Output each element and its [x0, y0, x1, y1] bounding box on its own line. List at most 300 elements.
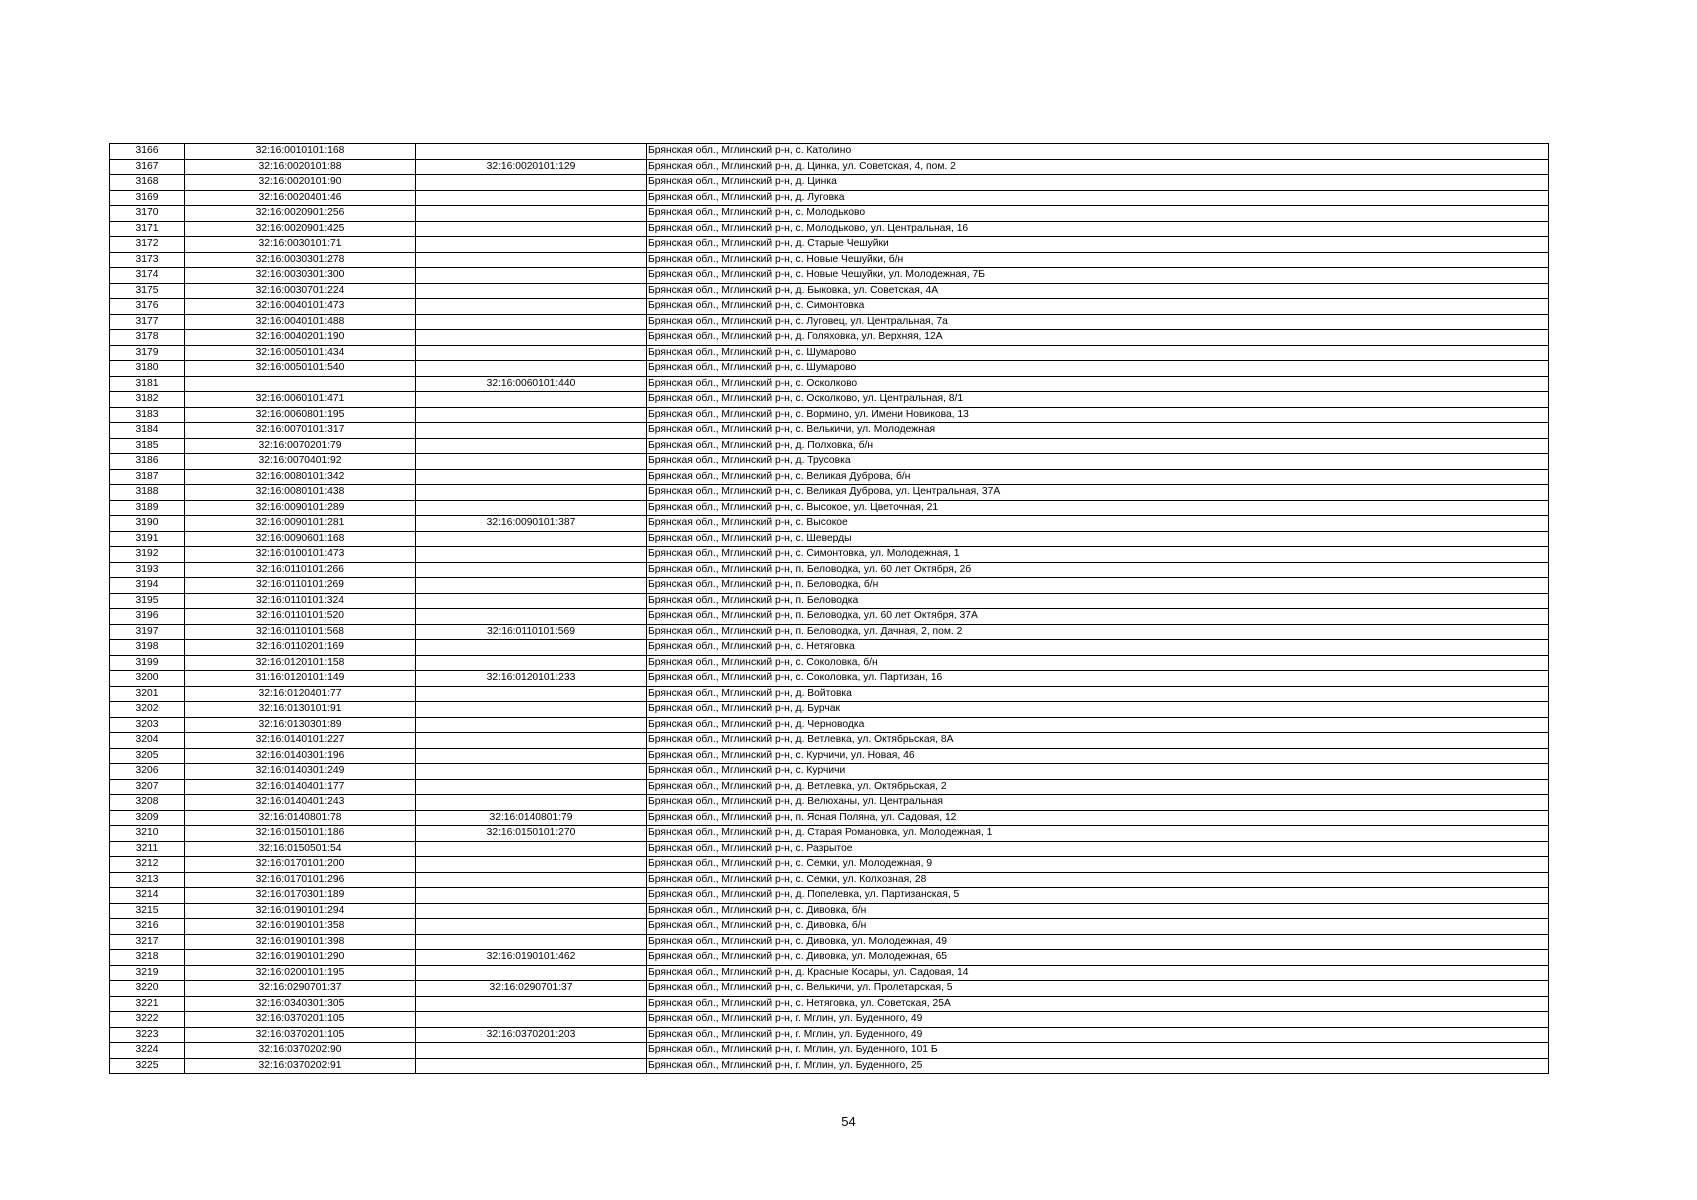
- cadastral-number-cell: 32:16:0120101:158: [185, 655, 416, 671]
- table-row: [110, 810, 1549, 826]
- cadastral-number-cell: 32:16:0100101:473: [185, 547, 416, 563]
- table-row: [110, 733, 1549, 749]
- table-row: [110, 1043, 1549, 1059]
- cadastral-number-cell: 32:16:0060101:471: [185, 392, 416, 408]
- row-number-cell: 3194: [110, 578, 185, 594]
- address-cell: Брянская обл., Мглинский р-н, с. Молодьково: [647, 206, 1549, 222]
- address-cell: Брянская обл., Мглинский р-н, с. Осколково: [647, 376, 1549, 392]
- related-cadastral-number-cell: [416, 330, 647, 346]
- table-row: [110, 144, 1549, 160]
- related-cadastral-number-cell: [416, 268, 647, 284]
- address-cell: Брянская обл., Мглинский р-н, с. Католино: [647, 144, 1549, 160]
- address-cell: Брянская обл., Мглинский р-н, с. Разрытое: [647, 841, 1549, 857]
- address-cell: Брянская обл., Мглинский р-н, п. Беловодка, ул. 60 лет Октября, 37А: [647, 609, 1549, 625]
- related-cadastral-number-cell: [416, 764, 647, 780]
- address-cell: Брянская обл., Мглинский р-н, с. Шеверды: [647, 531, 1549, 547]
- cadastral-number-cell: 32:16:0030301:278: [185, 252, 416, 268]
- address-cell: Брянская обл., Мглинский р-н, с. Дивовка, б/н: [647, 919, 1549, 935]
- related-cadastral-number-cell: [416, 237, 647, 253]
- address-cell: Брянская обл., Мглинский р-н, г. Мглин, ул. Буденного, 49: [647, 1012, 1549, 1028]
- cadastral-number-cell: 32:16:0110101:324: [185, 593, 416, 609]
- row-number-cell: 3193: [110, 562, 185, 578]
- row-number-cell: 3186: [110, 454, 185, 470]
- address-cell: Брянская обл., Мглинский р-н, д. Старая Романовка, ул. Молодежная, 1: [647, 826, 1549, 842]
- related-cadastral-number-cell: [416, 686, 647, 702]
- row-number-cell: 3222: [110, 1012, 185, 1028]
- cadastral-number-cell: 32:16:0150501:54: [185, 841, 416, 857]
- table-row: [110, 1012, 1549, 1028]
- row-number-cell: 3208: [110, 795, 185, 811]
- cadastral-number-cell: 32:16:0070401:92: [185, 454, 416, 470]
- related-cadastral-number-cell: [416, 609, 647, 625]
- cadastral-number-cell: 32:16:0090601:168: [185, 531, 416, 547]
- cadastral-number-cell: 32:16:0050101:540: [185, 361, 416, 377]
- table-row: [110, 268, 1549, 284]
- address-cell: Брянская обл., Мглинский р-н, с. Молодьково, ул. Центральная, 16: [647, 221, 1549, 237]
- cadastral-number-cell: 32:16:0020901:256: [185, 206, 416, 222]
- address-cell: Брянская обл., Мглинский р-н, д. Быковка, ул. Советская, 4А: [647, 283, 1549, 299]
- cadastral-number-cell: 32:16:0190101:294: [185, 903, 416, 919]
- related-cadastral-number-cell: [416, 888, 647, 904]
- table-row: [110, 671, 1549, 687]
- row-number-cell: 3169: [110, 190, 185, 206]
- related-cadastral-number-cell: [416, 500, 647, 516]
- address-cell: Брянская обл., Мглинский р-н, г. Мглин, ул. Буденного, 101 Б: [647, 1043, 1549, 1059]
- table-row: [110, 159, 1549, 175]
- related-cadastral-number-cell: [416, 469, 647, 485]
- address-cell: Брянская обл., Мглинский р-н, с. Шумарово: [647, 345, 1549, 361]
- cadastral-number-cell: 32:16:0060801:195: [185, 407, 416, 423]
- cadastral-number-cell: 31:16:0120101:149: [185, 671, 416, 687]
- table-row: [110, 175, 1549, 191]
- address-cell: Брянская обл., Мглинский р-н, п. Ясная Поляна, ул. Садовая, 12: [647, 810, 1549, 826]
- row-number-cell: 3204: [110, 733, 185, 749]
- cadastral-number-cell: 32:16:0370201:105: [185, 1012, 416, 1028]
- related-cadastral-number-cell: [416, 1043, 647, 1059]
- address-cell: Брянская обл., Мглинский р-н, п. Беловодка, ул. 60 лет Октября, 2б: [647, 562, 1549, 578]
- cadastral-number-cell: 32:16:0080101:342: [185, 469, 416, 485]
- address-cell: Брянская обл., Мглинский р-н, с. Соколовка, б/н: [647, 655, 1549, 671]
- row-number-cell: 3224: [110, 1043, 185, 1059]
- cadastral-number-cell: 32:16:0110101:568: [185, 624, 416, 640]
- cadastral-number-cell: [185, 376, 416, 392]
- address-cell: Брянская обл., Мглинский р-н, с. Высокое: [647, 516, 1549, 532]
- cadastral-number-cell: 32:16:0070101:317: [185, 423, 416, 439]
- related-cadastral-number-cell: [416, 175, 647, 191]
- address-cell: Брянская обл., Мглинский р-н, д. Красные Косары, ул. Садовая, 14: [647, 965, 1549, 981]
- related-cadastral-number-cell: [416, 407, 647, 423]
- table-row: [110, 190, 1549, 206]
- table-row: [110, 609, 1549, 625]
- address-cell: Брянская обл., Мглинский р-н, с. Нетяговка, ул. Советская, 25А: [647, 996, 1549, 1012]
- cadastral-number-cell: 32:16:0110101:520: [185, 609, 416, 625]
- address-cell: Брянская обл., Мглинский р-н, с. Дивовка, б/н: [647, 903, 1549, 919]
- row-number-cell: 3180: [110, 361, 185, 377]
- related-cadastral-number-cell: [416, 361, 647, 377]
- table-row: [110, 407, 1549, 423]
- cadastral-number-cell: 32:16:0120401:77: [185, 686, 416, 702]
- table-row: [110, 469, 1549, 485]
- address-cell: Брянская обл., Мглинский р-н, д. Луговка: [647, 190, 1549, 206]
- row-number-cell: 3174: [110, 268, 185, 284]
- address-cell: Брянская обл., Мглинский р-н, с. Шумарово: [647, 361, 1549, 377]
- related-cadastral-number-cell: [416, 1058, 647, 1074]
- address-cell: Брянская обл., Мглинский р-н, с. Семки, ул. Молодежная, 9: [647, 857, 1549, 873]
- row-number-cell: 3199: [110, 655, 185, 671]
- cadastral-number-cell: 32:16:0040101:473: [185, 299, 416, 315]
- address-cell: Брянская обл., Мглинский р-н, с. Соколовка, ул. Партизан, 16: [647, 671, 1549, 687]
- cadastral-number-cell: 32:16:0370202:91: [185, 1058, 416, 1074]
- cadastral-number-cell: 32:16:0140401:177: [185, 779, 416, 795]
- related-cadastral-number-cell: [416, 547, 647, 563]
- related-cadastral-number-cell: [416, 857, 647, 873]
- row-number-cell: 3216: [110, 919, 185, 935]
- table-row: [110, 872, 1549, 888]
- table-row: [110, 640, 1549, 656]
- cadastral-number-cell: 32:16:0030101:71: [185, 237, 416, 253]
- row-number-cell: 3219: [110, 965, 185, 981]
- cadastral-number-cell: 32:16:0010101:168: [185, 144, 416, 160]
- related-cadastral-number-cell: [416, 717, 647, 733]
- row-number-cell: 3166: [110, 144, 185, 160]
- row-number-cell: 3175: [110, 283, 185, 299]
- table-row: [110, 826, 1549, 842]
- address-cell: Брянская обл., Мглинский р-н, г. Мглин, ул. Буденного, 25: [647, 1058, 1549, 1074]
- address-cell: Брянская обл., Мглинский р-н, г. Мглин, ул. Буденного, 49: [647, 1027, 1549, 1043]
- table-row: [110, 423, 1549, 439]
- related-cadastral-number-cell: [416, 919, 647, 935]
- address-cell: Брянская обл., Мглинский р-н, с. Дивовка, ул. Молодежная, 49: [647, 934, 1549, 950]
- row-number-cell: 3187: [110, 469, 185, 485]
- cadastral-number-cell: 32:16:0110101:269: [185, 578, 416, 594]
- related-cadastral-number-cell: [416, 872, 647, 888]
- address-cell: Брянская обл., Мглинский р-н, д. Цинка, ул. Советская, 4, пом. 2: [647, 159, 1549, 175]
- address-cell: Брянская обл., Мглинский р-н, с. Курчичи, ул. Новая, 46: [647, 748, 1549, 764]
- row-number-cell: 3188: [110, 485, 185, 501]
- row-number-cell: 3181: [110, 376, 185, 392]
- address-cell: Брянская обл., Мглинский р-н, д. Трусовка: [647, 454, 1549, 470]
- cadastral-number-cell: 32:16:0110101:266: [185, 562, 416, 578]
- address-cell: Брянская обл., Мглинский р-н, д. Ветлевка, ул. Октябрьская, 2: [647, 779, 1549, 795]
- row-number-cell: 3198: [110, 640, 185, 656]
- row-number-cell: 3225: [110, 1058, 185, 1074]
- address-cell: Брянская обл., Мглинский р-н, с. Осколково, ул. Центральная, 8/1: [647, 392, 1549, 408]
- address-cell: Брянская обл., Мглинский р-н, с. Курчичи: [647, 764, 1549, 780]
- row-number-cell: 3191: [110, 531, 185, 547]
- cadastral-number-cell: 32:16:0170301:189: [185, 888, 416, 904]
- related-cadastral-number-cell: [416, 299, 647, 315]
- address-cell: Брянская обл., Мглинский р-н, с. Высокое, ул. Цветочная, 21: [647, 500, 1549, 516]
- address-cell: Брянская обл., Мглинский р-н, с. Новые Чешуйки, ул. Молодежная, 7Б: [647, 268, 1549, 284]
- table-row: [110, 717, 1549, 733]
- registry-table: [109, 143, 1549, 1074]
- row-number-cell: 3214: [110, 888, 185, 904]
- cadastral-number-cell: 32:16:0200101:195: [185, 965, 416, 981]
- related-cadastral-number-cell: [416, 531, 647, 547]
- row-number-cell: 3183: [110, 407, 185, 423]
- related-cadastral-number-cell: [416, 423, 647, 439]
- table-row: [110, 438, 1549, 454]
- address-cell: Брянская обл., Мглинский р-н, с. Луговец, ул. Центральная, 7а: [647, 314, 1549, 330]
- related-cadastral-number-cell: 32:16:0060101:440: [416, 376, 647, 392]
- address-cell: Брянская обл., Мглинский р-н, п. Беловодка, б/н: [647, 578, 1549, 594]
- row-number-cell: 3213: [110, 872, 185, 888]
- related-cadastral-number-cell: [416, 345, 647, 361]
- address-cell: Брянская обл., Мглинский р-н, с. Великая Дуброва, б/н: [647, 469, 1549, 485]
- table-row: [110, 314, 1549, 330]
- address-cell: Брянская обл., Мглинский р-н, с. Симонтовка, ул. Молодежная, 1: [647, 547, 1549, 563]
- related-cadastral-number-cell: [416, 190, 647, 206]
- related-cadastral-number-cell: [416, 221, 647, 237]
- cadastral-number-cell: 32:16:0340301:305: [185, 996, 416, 1012]
- table-row: [110, 1027, 1549, 1043]
- related-cadastral-number-cell: [416, 934, 647, 950]
- row-number-cell: 3205: [110, 748, 185, 764]
- row-number-cell: 3202: [110, 702, 185, 718]
- cadastral-number-cell: 32:16:0170101:200: [185, 857, 416, 873]
- address-cell: Брянская обл., Мглинский р-н, с. Семки, ул. Колхозная, 28: [647, 872, 1549, 888]
- related-cadastral-number-cell: [416, 438, 647, 454]
- row-number-cell: 3185: [110, 438, 185, 454]
- address-cell: Брянская обл., Мглинский р-н, п. Беловодка: [647, 593, 1549, 609]
- related-cadastral-number-cell: [416, 593, 647, 609]
- cadastral-number-cell: 32:16:0190101:358: [185, 919, 416, 935]
- cadastral-number-cell: 32:16:0150101:186: [185, 826, 416, 842]
- row-number-cell: 3217: [110, 934, 185, 950]
- table-row: [110, 764, 1549, 780]
- row-number-cell: 3218: [110, 950, 185, 966]
- address-cell: Брянская обл., Мглинский р-н, с. Велькичи, ул. Молодежная: [647, 423, 1549, 439]
- row-number-cell: 3200: [110, 671, 185, 687]
- table-row: [110, 950, 1549, 966]
- row-number-cell: 3206: [110, 764, 185, 780]
- related-cadastral-number-cell: [416, 454, 647, 470]
- address-cell: Брянская обл., Мглинский р-н, с. Дивовка, ул. Молодежная, 65: [647, 950, 1549, 966]
- related-cadastral-number-cell: [416, 314, 647, 330]
- row-number-cell: 3192: [110, 547, 185, 563]
- page-number: 54: [841, 1114, 856, 1129]
- address-cell: Брянская обл., Мглинский р-н, с. Вормино, ул. Имени Новикова, 13: [647, 407, 1549, 423]
- related-cadastral-number-cell: 32:16:0190101:462: [416, 950, 647, 966]
- related-cadastral-number-cell: [416, 578, 647, 594]
- table-row: [110, 1058, 1549, 1074]
- related-cadastral-number-cell: [416, 779, 647, 795]
- cadastral-number-cell: 32:16:0070201:79: [185, 438, 416, 454]
- related-cadastral-number-cell: 32:16:0120101:233: [416, 671, 647, 687]
- table-row: [110, 888, 1549, 904]
- related-cadastral-number-cell: 32:16:0150101:270: [416, 826, 647, 842]
- cadastral-number-cell: 32:16:0030301:300: [185, 268, 416, 284]
- table-row: [110, 392, 1549, 408]
- related-cadastral-number-cell: 32:16:0140801:79: [416, 810, 647, 826]
- related-cadastral-number-cell: [416, 640, 647, 656]
- table-row: [110, 547, 1549, 563]
- related-cadastral-number-cell: [416, 206, 647, 222]
- related-cadastral-number-cell: [416, 965, 647, 981]
- address-cell: Брянская обл., Мглинский р-н, д. Полховка, б/н: [647, 438, 1549, 454]
- row-number-cell: 3223: [110, 1027, 185, 1043]
- table-row: [110, 702, 1549, 718]
- cadastral-number-cell: 32:16:0110201:169: [185, 640, 416, 656]
- related-cadastral-number-cell: [416, 655, 647, 671]
- row-number-cell: 3203: [110, 717, 185, 733]
- table-row: [110, 624, 1549, 640]
- cadastral-number-cell: 32:16:0140801:78: [185, 810, 416, 826]
- table-row: [110, 748, 1549, 764]
- address-cell: Брянская обл., Мглинский р-н, с. Нетяговка: [647, 640, 1549, 656]
- cadastral-number-cell: 32:16:0050101:434: [185, 345, 416, 361]
- address-cell: Брянская обл., Мглинский р-н, д. Старые Чешуйки: [647, 237, 1549, 253]
- related-cadastral-number-cell: [416, 562, 647, 578]
- related-cadastral-number-cell: [416, 702, 647, 718]
- row-number-cell: 3215: [110, 903, 185, 919]
- cadastral-number-cell: 32:16:0020401:46: [185, 190, 416, 206]
- cadastral-number-cell: 32:16:0040201:190: [185, 330, 416, 346]
- table-row: [110, 485, 1549, 501]
- table-row: [110, 345, 1549, 361]
- table-row: [110, 299, 1549, 315]
- cadastral-number-cell: 32:16:0290701:37: [185, 981, 416, 997]
- table-row: [110, 795, 1549, 811]
- table-row: [110, 500, 1549, 516]
- table-row: [110, 221, 1549, 237]
- table-row: [110, 841, 1549, 857]
- address-cell: Брянская обл., Мглинский р-н, д. Велюханы, ул. Центральная: [647, 795, 1549, 811]
- related-cadastral-number-cell: [416, 252, 647, 268]
- row-number-cell: 3171: [110, 221, 185, 237]
- cadastral-number-cell: 32:16:0370201:105: [185, 1027, 416, 1043]
- table-row: [110, 206, 1549, 222]
- address-cell: Брянская обл., Мглинский р-н, д. Голяховка, ул. Верхняя, 12А: [647, 330, 1549, 346]
- table-row: [110, 903, 1549, 919]
- row-number-cell: 3179: [110, 345, 185, 361]
- address-cell: Брянская обл., Мглинский р-н, д. Войтовка: [647, 686, 1549, 702]
- table-row: [110, 686, 1549, 702]
- table-row: [110, 330, 1549, 346]
- row-number-cell: 3167: [110, 159, 185, 175]
- cadastral-number-cell: 32:16:0020101:90: [185, 175, 416, 191]
- cadastral-number-cell: 32:16:0190101:290: [185, 950, 416, 966]
- table-row: [110, 996, 1549, 1012]
- table-row: [110, 361, 1549, 377]
- table-row: [110, 252, 1549, 268]
- cadastral-number-cell: 32:16:0030701:224: [185, 283, 416, 299]
- table-row: [110, 779, 1549, 795]
- row-number-cell: 3172: [110, 237, 185, 253]
- cadastral-number-cell: 32:16:0190101:398: [185, 934, 416, 950]
- address-cell: Брянская обл., Мглинский р-н, д. Цинка: [647, 175, 1549, 191]
- table-row: [110, 593, 1549, 609]
- row-number-cell: 3184: [110, 423, 185, 439]
- related-cadastral-number-cell: [416, 748, 647, 764]
- address-cell: Брянская обл., Мглинский р-н, д. Ветлевка, ул. Октябрьская, 8А: [647, 733, 1549, 749]
- row-number-cell: 3207: [110, 779, 185, 795]
- table-row: [110, 237, 1549, 253]
- related-cadastral-number-cell: 32:16:0090101:387: [416, 516, 647, 532]
- table-row: [110, 283, 1549, 299]
- row-number-cell: 3173: [110, 252, 185, 268]
- table-row: [110, 454, 1549, 470]
- table-row: [110, 562, 1549, 578]
- row-number-cell: 3182: [110, 392, 185, 408]
- address-cell: Брянская обл., Мглинский р-н, с. Новые Чешуйки, б/н: [647, 252, 1549, 268]
- row-number-cell: 3177: [110, 314, 185, 330]
- row-number-cell: 3178: [110, 330, 185, 346]
- related-cadastral-number-cell: 32:16:0370201:203: [416, 1027, 647, 1043]
- related-cadastral-number-cell: [416, 485, 647, 501]
- related-cadastral-number-cell: 32:16:0290701:37: [416, 981, 647, 997]
- registry-table-body: [110, 144, 1549, 1074]
- cadastral-number-cell: 32:16:0140101:227: [185, 733, 416, 749]
- row-number-cell: 3209: [110, 810, 185, 826]
- address-cell: Брянская обл., Мглинский р-н, п. Беловодка, ул. Дачная, 2, пом. 2: [647, 624, 1549, 640]
- cadastral-number-cell: 32:16:0370202:90: [185, 1043, 416, 1059]
- table-row: [110, 857, 1549, 873]
- cadastral-number-cell: 32:16:0090101:281: [185, 516, 416, 532]
- row-number-cell: 3176: [110, 299, 185, 315]
- table-row: [110, 531, 1549, 547]
- row-number-cell: 3195: [110, 593, 185, 609]
- related-cadastral-number-cell: [416, 1012, 647, 1028]
- related-cadastral-number-cell: [416, 903, 647, 919]
- related-cadastral-number-cell: [416, 144, 647, 160]
- cadastral-number-cell: 32:16:0040101:488: [185, 314, 416, 330]
- table-row: [110, 655, 1549, 671]
- row-number-cell: 3170: [110, 206, 185, 222]
- related-cadastral-number-cell: [416, 841, 647, 857]
- cadastral-number-cell: 32:16:0020901:425: [185, 221, 416, 237]
- row-number-cell: 3168: [110, 175, 185, 191]
- table-row: [110, 376, 1549, 392]
- row-number-cell: 3201: [110, 686, 185, 702]
- table-row: [110, 981, 1549, 997]
- row-number-cell: 3190: [110, 516, 185, 532]
- row-number-cell: 3210: [110, 826, 185, 842]
- row-number-cell: 3211: [110, 841, 185, 857]
- related-cadastral-number-cell: [416, 733, 647, 749]
- table-row: [110, 919, 1549, 935]
- cadastral-number-cell: 32:16:0140301:196: [185, 748, 416, 764]
- row-number-cell: 3196: [110, 609, 185, 625]
- cadastral-number-cell: 32:16:0140401:243: [185, 795, 416, 811]
- cadastral-number-cell: 32:16:0130301:89: [185, 717, 416, 733]
- table-row: [110, 934, 1549, 950]
- address-cell: Брянская обл., Мглинский р-н, с. Велькичи, ул. Пролетарская, 5: [647, 981, 1549, 997]
- address-cell: Брянская обл., Мглинский р-н, д. Попелевка, ул. Партизанская, 5: [647, 888, 1549, 904]
- related-cadastral-number-cell: 32:16:0110101:569: [416, 624, 647, 640]
- row-number-cell: 3197: [110, 624, 185, 640]
- address-cell: Брянская обл., Мглинский р-н, д. Бурчак: [647, 702, 1549, 718]
- table-row: [110, 965, 1549, 981]
- row-number-cell: 3212: [110, 857, 185, 873]
- related-cadastral-number-cell: [416, 795, 647, 811]
- cadastral-number-cell: 32:16:0140301:249: [185, 764, 416, 780]
- table-row: [110, 516, 1549, 532]
- row-number-cell: 3189: [110, 500, 185, 516]
- cadastral-number-cell: 32:16:0080101:438: [185, 485, 416, 501]
- address-cell: Брянская обл., Мглинский р-н, с. Симонтовка: [647, 299, 1549, 315]
- cadastral-number-cell: 32:16:0090101:289: [185, 500, 416, 516]
- related-cadastral-number-cell: [416, 392, 647, 408]
- cadastral-number-cell: 32:16:0170101:296: [185, 872, 416, 888]
- related-cadastral-number-cell: 32:16:0020101:129: [416, 159, 647, 175]
- related-cadastral-number-cell: [416, 283, 647, 299]
- address-cell: Брянская обл., Мглинский р-н, с. Великая Дуброва, ул. Центральная, 37А: [647, 485, 1549, 501]
- address-cell: Брянская обл., Мглинский р-н, д. Черноводка: [647, 717, 1549, 733]
- related-cadastral-number-cell: [416, 996, 647, 1012]
- cadastral-number-cell: 32:16:0020101:88: [185, 159, 416, 175]
- table-row: [110, 578, 1549, 594]
